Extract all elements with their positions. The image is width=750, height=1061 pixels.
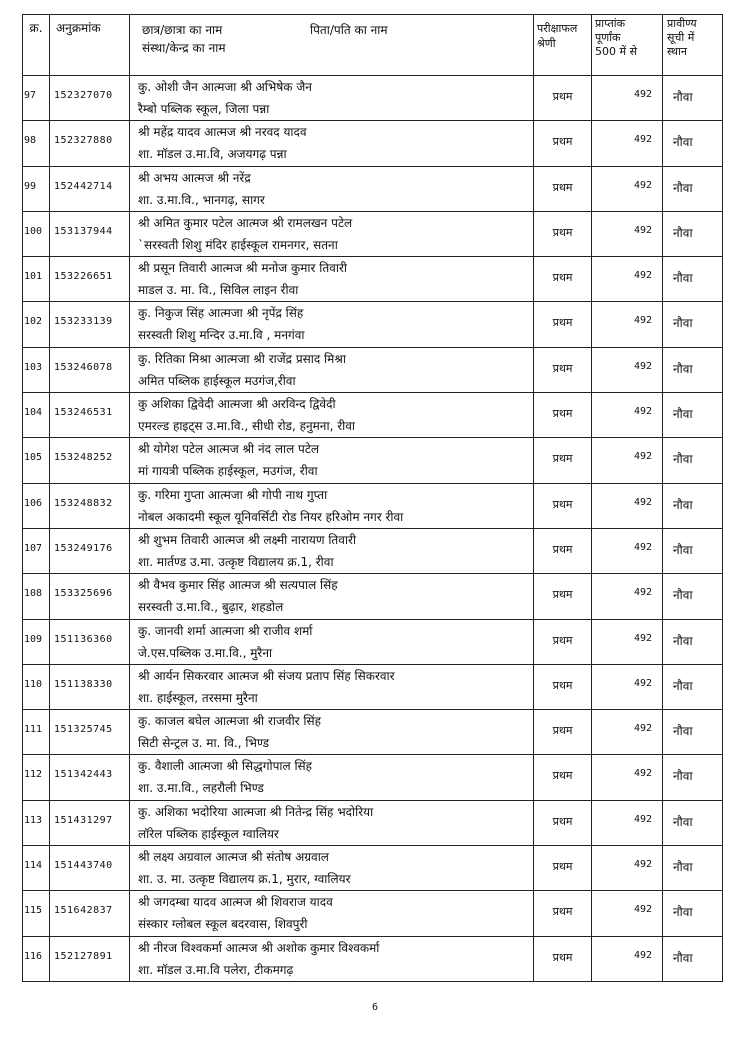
- roll-number-cell: 153248832: [50, 483, 130, 528]
- school-name: सिटी सेन्ट्रल उ. मा. वि., भिण्ड: [138, 736, 270, 751]
- student-parent-name: श्री शुभम तिवारी आत्मज श्री लक्ष्मी नारायण तिवारी: [138, 532, 357, 547]
- roll-number-cell: 151136360: [50, 619, 130, 664]
- header-rank-line-2: सूची में: [667, 31, 695, 44]
- school-name: सरस्वती शिशु मन्दिर उ.मा.वि , मनगंवा: [138, 328, 305, 343]
- marks-cell: 492: [592, 891, 663, 936]
- header-marks: [592, 15, 663, 76]
- merit-rank-cell: नौवा: [663, 846, 723, 891]
- merit-rank-cell: नौवा: [663, 393, 723, 438]
- table-row: [23, 483, 723, 528]
- school-name: शा. मॉडल उ.मा.वि पलेरा, टीकमगढ़: [138, 962, 294, 977]
- student-parent-name: श्री महेंद्र यादव आत्मज श्री नरवद यादव: [138, 125, 307, 140]
- header-serial-number: क्र.: [23, 15, 50, 76]
- student-parent-name: श्री अभय आत्मज श्री नरेंद्र: [138, 170, 251, 185]
- serial-number-cell: 108: [23, 574, 50, 619]
- header-marks-line-3: 500 में से: [595, 45, 638, 58]
- serial-number-cell: 102: [23, 302, 50, 347]
- merit-rank-cell: नौवा: [663, 166, 723, 211]
- result-category-cell: प्रथम: [534, 619, 592, 664]
- roll-number-cell: 152327070: [50, 76, 130, 121]
- student-parent-name: कु. ओशी जैन आत्मजा श्री अभिषेक जैन: [138, 80, 312, 94]
- header-rank-line-1: प्रावीण्य: [667, 17, 697, 30]
- student-parent-name: श्री नीरज विश्वकर्मा आत्मज श्री अशोक कुमार विश्वकर्मा: [138, 940, 380, 955]
- marks-cell: 492: [592, 302, 663, 347]
- student-parent-name: कु. अशिका भदोरिया आत्मजा श्री नितेन्द्र सिंह भदोरिया: [138, 804, 374, 819]
- school-name: शा. उ.मा.वि., भानगढ़, सागर: [138, 192, 265, 207]
- result-category-cell: प्रथम: [534, 483, 592, 528]
- merit-rank-cell: नौवा: [663, 483, 723, 528]
- marks-cell: 492: [592, 574, 663, 619]
- serial-number-cell: 114: [23, 846, 50, 891]
- school-name: शा. मार्तण्ड उ.मा. उत्कृष्ट विद्यालय क्र.1, रीवा: [138, 554, 334, 569]
- roll-number-cell: 151443740: [50, 846, 130, 891]
- school-name: एमरल्ड हाइट्स उ.मा.वि., सीधी रोड, हनुमना, रीवा: [138, 419, 356, 434]
- merit-rank-cell: नौवा: [663, 211, 723, 256]
- name-school-cell: [130, 76, 534, 121]
- header-roll-number-label: अनुक्रमांक: [56, 21, 101, 35]
- school-name: शा. उ. मा. उत्कृष्ट विद्यालय क्र.1, मुरार, ग्वालियर: [138, 872, 351, 887]
- name-school-cell: [130, 211, 534, 256]
- table-row: [23, 664, 723, 709]
- student-parent-name: श्री आर्यन सिकरवार आत्मज श्री संजय प्रताप सिंह सिकरवार: [138, 668, 395, 683]
- header-school-name: संस्था/केन्द्र का नाम: [142, 41, 226, 55]
- result-category-cell: प्रथम: [534, 710, 592, 755]
- header-roll-number: [50, 15, 130, 76]
- result-category-cell: प्रथम: [534, 664, 592, 709]
- roll-number-cell: 153246078: [50, 347, 130, 392]
- school-name: नोबल अकादमी स्कूल यूनिवर्सिटी रोड नियर हरिओम नगर रीवा: [138, 509, 404, 524]
- marks-cell: 492: [592, 710, 663, 755]
- marks-cell: 492: [592, 483, 663, 528]
- result-category-cell: प्रथम: [534, 528, 592, 573]
- result-category-cell: प्रथम: [534, 257, 592, 302]
- marks-cell: 492: [592, 438, 663, 483]
- name-school-cell: [130, 846, 534, 891]
- school-name: शा. उ.मा.वि., लहरौली भिण्ड: [138, 781, 264, 796]
- roll-number-cell: 152127891: [50, 936, 130, 981]
- student-parent-name: कु अशिका द्विवेदी आत्मजा श्री अरविन्द द्विवेदी: [138, 397, 336, 412]
- roll-number-cell: 151642837: [50, 891, 130, 936]
- school-name: शा. मॉडल उ.मा.वि, अजयगढ़ पन्ना: [138, 147, 287, 162]
- merit-rank-cell: नौवा: [663, 257, 723, 302]
- name-school-cell: [130, 393, 534, 438]
- marks-cell: 492: [592, 664, 663, 709]
- serial-number-cell: 113: [23, 800, 50, 845]
- table-row: [23, 710, 723, 755]
- name-school-cell: [130, 800, 534, 845]
- roll-number-cell: 153137944: [50, 211, 130, 256]
- school-name: `सरस्वती शिशु मंदिर हाईस्कूल रामनगर, सतना: [138, 237, 338, 252]
- student-parent-name: कु. रितिका मिश्रा आत्मजा श्री राजेंद्र प्रसाद मिश्रा: [138, 351, 346, 366]
- roll-number-cell: 152327880: [50, 121, 130, 166]
- result-category-cell: प्रथम: [534, 211, 592, 256]
- result-category-cell: प्रथम: [534, 393, 592, 438]
- merit-list-table: [22, 14, 723, 982]
- result-category-cell: प्रथम: [534, 76, 592, 121]
- table-row: [23, 800, 723, 845]
- merit-rank-cell: नौवा: [663, 121, 723, 166]
- merit-rank-cell: नौवा: [663, 891, 723, 936]
- roll-number-cell: 153246531: [50, 393, 130, 438]
- serial-number-cell: 112: [23, 755, 50, 800]
- name-school-cell: [130, 574, 534, 619]
- serial-number-cell: 115: [23, 891, 50, 936]
- merit-rank-cell: नौवा: [663, 574, 723, 619]
- result-category-cell: प्रथम: [534, 755, 592, 800]
- student-parent-name: श्री अमित कुमार पटेल आत्मज श्री रामलखन पटेल: [138, 215, 353, 230]
- page-number: 6: [371, 1002, 379, 1013]
- school-name: शा. हाईस्कूल, तरसमा मुरैना: [138, 690, 258, 705]
- serial-number-cell: 97: [23, 76, 50, 121]
- merit-rank-cell: नौवा: [663, 347, 723, 392]
- table-row: [23, 393, 723, 438]
- serial-number-cell: 103: [23, 347, 50, 392]
- serial-number-cell: 111: [23, 710, 50, 755]
- marks-cell: 492: [592, 211, 663, 256]
- merit-rank-cell: नौवा: [663, 619, 723, 664]
- merit-rank-cell: नौवा: [663, 438, 723, 483]
- serial-number-cell: 116: [23, 936, 50, 981]
- name-school-cell: [130, 483, 534, 528]
- table-row: [23, 211, 723, 256]
- merit-rank-cell: नौवा: [663, 664, 723, 709]
- serial-number-cell: 109: [23, 619, 50, 664]
- header-marks-line-2: पूर्णांक: [595, 31, 621, 44]
- serial-number-cell: 110: [23, 664, 50, 709]
- name-school-cell: [130, 619, 534, 664]
- roll-number-cell: 151325745: [50, 710, 130, 755]
- result-category-cell: प्रथम: [534, 891, 592, 936]
- school-name: सरस्वती उ.मा.वि., बुढ़ार, शहडोल: [138, 600, 284, 615]
- marks-cell: 492: [592, 619, 663, 664]
- student-parent-name: कु. गरिमा गुप्ता आत्मजा श्री गोपी नाथ गुप्ता: [138, 487, 328, 502]
- table-row: [23, 438, 723, 483]
- school-name: अमित पब्लिक हाईस्कूल मउगंज,रीवा: [138, 373, 296, 388]
- header-marks-line-1: प्राप्तांक: [595, 17, 626, 30]
- merit-rank-cell: नौवा: [663, 528, 723, 573]
- header-student-name: छात्र/छात्रा का नाम: [142, 23, 223, 37]
- student-parent-name: श्री लक्ष्य अग्रवाल आत्मज श्री संतोष अग्रवाल: [138, 850, 329, 865]
- table-row: [23, 121, 723, 166]
- merit-rank-cell: नौवा: [663, 800, 723, 845]
- student-parent-name: श्री प्रसून तिवारी आत्मज श्री मनोज कुमार तिवारी: [138, 261, 347, 276]
- merit-rank-cell: नौवा: [663, 936, 723, 981]
- result-category-cell: प्रथम: [534, 166, 592, 211]
- result-category-cell: प्रथम: [534, 846, 592, 891]
- result-category-cell: प्रथम: [534, 302, 592, 347]
- name-school-cell: [130, 121, 534, 166]
- merit-rank-cell: नौवा: [663, 755, 723, 800]
- name-school-cell: [130, 936, 534, 981]
- student-parent-name: श्री वैभव कुमार सिंह आत्मज श्री सत्यपाल सिंह: [138, 578, 338, 593]
- result-category-cell: प्रथम: [534, 438, 592, 483]
- roll-number-cell: 153325696: [50, 574, 130, 619]
- table-row: [23, 574, 723, 619]
- result-category-cell: प्रथम: [534, 121, 592, 166]
- name-school-cell: [130, 166, 534, 211]
- student-parent-name: श्री जगदम्बा यादव आत्मज श्री शिवराज यादव: [138, 895, 333, 910]
- school-name: मां गायत्री पब्लिक हाईस्कूल, मउगंज, रीवा: [138, 464, 318, 479]
- table-row: [23, 846, 723, 891]
- header-result-category: परीक्षाफल श्रेणी: [534, 15, 592, 76]
- roll-number-cell: 153226651: [50, 257, 130, 302]
- header-name-school: [130, 15, 534, 76]
- result-category-cell: प्रथम: [534, 347, 592, 392]
- roll-number-cell: 151138330: [50, 664, 130, 709]
- result-category-cell: प्रथम: [534, 800, 592, 845]
- table-row: [23, 302, 723, 347]
- serial-number-cell: 107: [23, 528, 50, 573]
- table-header: [23, 15, 723, 76]
- merit-rank-cell: नौवा: [663, 710, 723, 755]
- table-row: [23, 257, 723, 302]
- student-parent-name: कु. काजल बघेल आत्मजा श्री राजवीर सिंह: [138, 714, 321, 729]
- marks-cell: 492: [592, 166, 663, 211]
- roll-number-cell: 153249176: [50, 528, 130, 573]
- marks-cell: 492: [592, 257, 663, 302]
- header-merit-rank: [663, 15, 723, 76]
- serial-number-cell: 106: [23, 483, 50, 528]
- marks-cell: 492: [592, 755, 663, 800]
- table-row: [23, 528, 723, 573]
- roll-number-cell: 153248252: [50, 438, 130, 483]
- roll-number-cell: 153233139: [50, 302, 130, 347]
- roll-number-cell: 152442714: [50, 166, 130, 211]
- school-name: रैम्बो पब्लिक स्कूल, जिला पन्ना: [138, 102, 270, 116]
- student-parent-name: श्री योगेश पटेल आत्मज श्री नंद लाल पटेल: [138, 442, 320, 457]
- marks-cell: 492: [592, 528, 663, 573]
- marks-cell: 492: [592, 121, 663, 166]
- marks-cell: 492: [592, 347, 663, 392]
- roll-number-cell: 151431297: [50, 800, 130, 845]
- name-school-cell: [130, 710, 534, 755]
- school-name: जे.एस.पब्लिक उ.मा.वि., मुरैना: [138, 645, 273, 660]
- table-row: [23, 891, 723, 936]
- name-school-cell: [130, 891, 534, 936]
- student-parent-name: कु. वैशाली आत्मजा श्री सिद्धगोपाल सिंह: [138, 759, 313, 774]
- result-category-cell: प्रथम: [534, 574, 592, 619]
- marks-cell: 492: [592, 936, 663, 981]
- serial-number-cell: 101: [23, 257, 50, 302]
- merit-rank-cell: नौवा: [663, 76, 723, 121]
- school-name: लॉरेल पब्लिक हाईस्कूल ग्वालियर: [138, 826, 279, 841]
- name-school-cell: [130, 438, 534, 483]
- roll-number-cell: 151342443: [50, 755, 130, 800]
- name-school-cell: [130, 755, 534, 800]
- table-row: [23, 755, 723, 800]
- marks-cell: 492: [592, 76, 663, 121]
- serial-number-cell: 105: [23, 438, 50, 483]
- table-row: [23, 166, 723, 211]
- header-parent-name: पिता/पति का नाम: [310, 23, 388, 37]
- serial-number-cell: 104: [23, 393, 50, 438]
- serial-number-cell: 99: [23, 166, 50, 211]
- table-row: [23, 347, 723, 392]
- table-body: [23, 76, 723, 982]
- result-category-cell: प्रथम: [534, 936, 592, 981]
- marks-cell: 492: [592, 800, 663, 845]
- name-school-cell: [130, 664, 534, 709]
- school-name: संस्कार ग्लोबल स्कूल बदरवास, शिवपुरी: [138, 917, 308, 932]
- table-row: [23, 619, 723, 664]
- serial-number-cell: 98: [23, 121, 50, 166]
- school-name: माडल उ. मा. वि., सिविल लाइन रीवा: [138, 283, 299, 298]
- marks-cell: 492: [592, 393, 663, 438]
- student-parent-name: कु. जानवी शर्मा आत्मजा श्री राजीव शर्मा: [138, 623, 313, 638]
- marks-cell: 492: [592, 846, 663, 891]
- name-school-cell: [130, 302, 534, 347]
- header-rank-line-3: स्थान: [667, 45, 688, 58]
- name-school-cell: [130, 257, 534, 302]
- merit-rank-cell: नौवा: [663, 302, 723, 347]
- student-parent-name: कु. निकुज सिंह आत्मजा श्री नृपेंद्र सिंह: [138, 306, 304, 321]
- name-school-cell: [130, 528, 534, 573]
- table-row: [23, 936, 723, 981]
- table-row: [23, 76, 723, 121]
- name-school-cell: [130, 347, 534, 392]
- serial-number-cell: 100: [23, 211, 50, 256]
